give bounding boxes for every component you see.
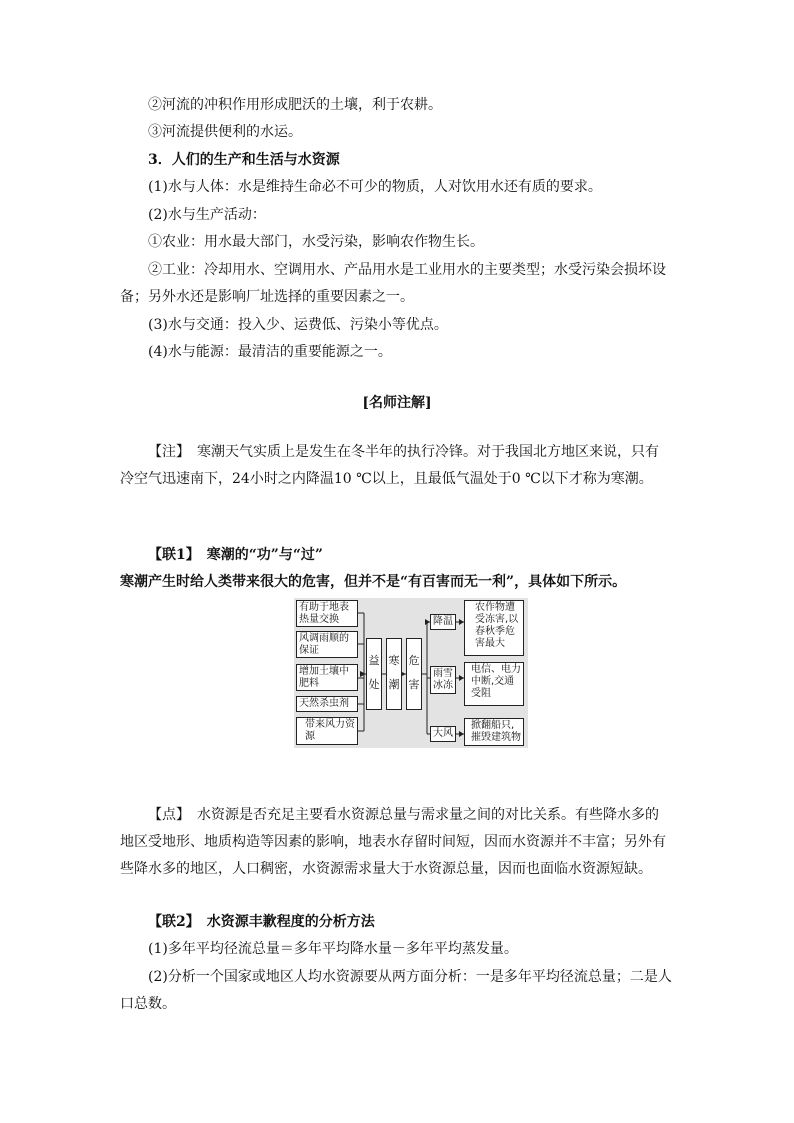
harm-type-wind: 大风: [430, 726, 456, 742]
note-dian-line-1: 【点】 水资源是否充足主要看水资源总量与需求量之间的对比关系。有些降水多的: [148, 807, 659, 823]
harm-label: 危 害: [406, 638, 422, 710]
note-lian1-title: 【联1】 寒潮的“功”与“过”: [148, 547, 323, 563]
note-lian1-text: 寒潮产生时给人类带来很大的危害，但并不是“有百害而无一利”，具体如下所示。: [120, 574, 627, 590]
note-lian2-title: 【联2】 水资源丰歉程度的分析方法: [148, 914, 375, 930]
line-2: ③河流提供便利的水运。: [148, 124, 302, 140]
line-5: (2)水与生产活动：: [148, 207, 266, 223]
note-dian-line-3: 些降水多的地区，人口稠密，水资源需求量大于水资源总量，因而也面临水资源短缺。: [120, 861, 652, 877]
harm-effect-crops: 农作物遭受冻害,以春秋季危害最大: [464, 600, 524, 656]
cold-wave-label: 寒 潮: [386, 638, 402, 710]
line-6: ①农业：用水最大部门，水受污染，影响农作物生长。: [148, 234, 484, 250]
harm-effect-ships: 掀翻船只,摧毁建筑物: [464, 718, 524, 746]
cold-wave-diagram: [294, 598, 528, 748]
benefit-soil-fertilizer: 增加土壤中肥料: [296, 664, 358, 691]
note-lian2-line-1: (1)多年平均径流总量＝多年平均降水量－多年平均蒸发量。: [148, 941, 518, 957]
benefit-label: 益 处: [366, 638, 382, 710]
note-zhu-line-1: 【注】 寒潮天气实质上是发生在冬半年的执行冷锋。对于我国北方地区来说，只有: [148, 444, 659, 460]
note-zhu-line-2: 冷空气迅速南下，24小时之内降温10 ℃以上，且最低气温处于0 ℃以下才称为寒潮。: [120, 471, 653, 487]
line-10: (4)水与能源：最清洁的重要能源之一。: [148, 344, 392, 360]
harm-effect-power: 电信、电力中断,交通受阻: [464, 662, 524, 706]
note-lian2-line-3: 口总数。: [120, 996, 176, 1012]
line-7: ②工业：冷却用水、空调用水、产品用水是工业用水的主要类型；水受污染会损坏设: [148, 262, 666, 278]
harm-type-cooling: 降温: [430, 614, 456, 630]
harm-type-freezing: 雨雪冰冻: [430, 666, 456, 694]
benefit-good-weather: 风调雨顺的保证: [296, 631, 358, 658]
line-9: (3)水与交通：投入少、运费低、污染小等优点。: [148, 317, 448, 333]
benefit-heat-exchange: 有助于地表热量交换: [296, 600, 358, 627]
line-4: (1)水与人体：水是维持生命必不可少的物质，人对饮用水还有质的要求。: [148, 179, 602, 195]
note-lian2-line-2: (2)分析一个国家或地区人均水资源要从两方面分析：一是多年平均径流总量；二是人: [148, 969, 672, 985]
section-title-teacher-notes: [名师注解]: [362, 395, 432, 411]
note-dian-line-2: 地区受地形、地质构造等因素的影响，地表水存留时间短，因而水资源并不丰富；另外有: [120, 834, 666, 850]
line-1: ②河流的冲积作用形成肥沃的土壤，利于农耕。: [148, 97, 442, 113]
line-8: 备；另外水还是影响厂址选择的重要因素之一。: [120, 289, 414, 305]
benefit-insecticide: 天然杀虫剂: [296, 696, 358, 712]
section-heading-3: 3．人们的生产和生活与水资源: [148, 152, 340, 168]
benefit-wind-resource: 带来风力资源: [296, 717, 358, 745]
